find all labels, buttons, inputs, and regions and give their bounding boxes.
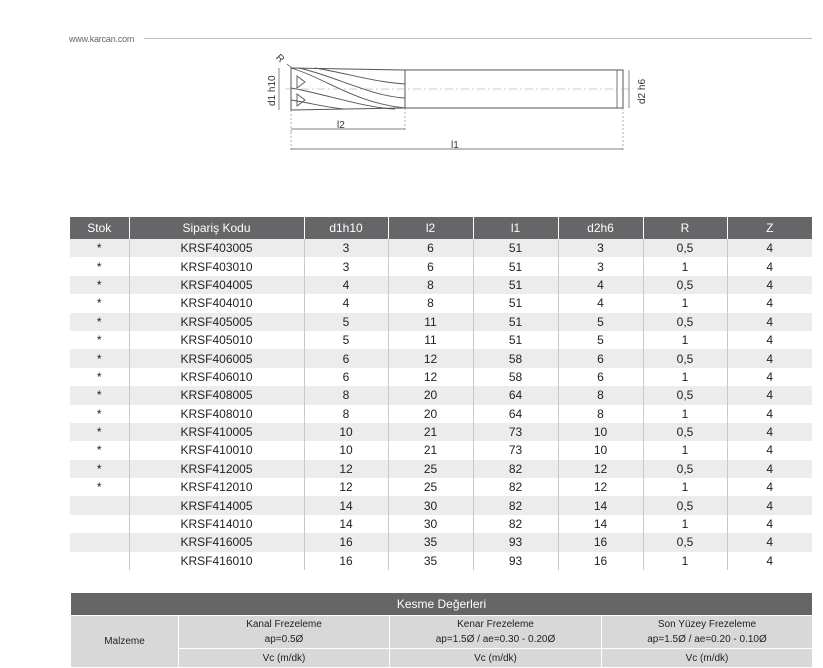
table-row <box>70 349 812 367</box>
order-code-cell: KRSF406005 <box>129 349 304 367</box>
flutes-cell: 4 <box>766 369 774 384</box>
l2-cell: 30 <box>388 496 473 514</box>
stock-cell: * <box>70 239 129 257</box>
d1-cell: 12 <box>304 460 388 478</box>
spec-table-body <box>70 239 812 570</box>
group-name: Kanal Frezeleme <box>246 619 322 630</box>
d1-cell: 8 <box>304 405 388 423</box>
table-row <box>70 276 812 294</box>
flutes-cell: 4 <box>727 276 812 294</box>
stock-cell <box>70 496 129 514</box>
d1-cell: 14 <box>304 496 388 514</box>
d2-cell: 10 <box>558 441 643 459</box>
order-code-cell: KRSF405005 <box>129 313 304 331</box>
d1-label: d1 h10 <box>267 75 278 106</box>
table-row <box>70 239 812 257</box>
table-row <box>70 533 812 551</box>
radius-cell: 0,5 <box>643 496 727 514</box>
l2-cell: 8 <box>388 294 473 312</box>
d2-cell: 12 <box>558 478 643 496</box>
l2-cell: 21 <box>388 441 473 459</box>
l1-cell: 58 <box>473 349 558 367</box>
radius-cell: 0,5 <box>643 386 727 404</box>
order-code-cell: KRSF408010 <box>129 405 304 423</box>
flutes-cell: 4 <box>727 423 812 441</box>
flutes-cell: 4 <box>766 259 774 274</box>
l2-cell: 20 <box>388 405 473 423</box>
order-code-cell: KRSF416005 <box>129 533 304 551</box>
radius-cell: 1 <box>643 368 727 386</box>
radius-cell: 1 <box>643 405 727 423</box>
d1-cell: 16 <box>304 533 388 551</box>
d1-cell: 5 <box>304 331 388 349</box>
d1-cell: 12 <box>304 478 388 496</box>
d1-cell: 4 <box>304 294 388 312</box>
l1-cell: 51 <box>473 294 558 312</box>
l2-label: l2 <box>337 120 345 131</box>
l2-cell: 25 <box>388 460 473 478</box>
radius-cell: 1 <box>643 257 727 275</box>
flutes-cell: 4 <box>727 496 812 514</box>
cutting-group-slot <box>179 616 390 649</box>
d2-cell: 16 <box>558 552 643 570</box>
d2-cell: 8 <box>558 405 643 423</box>
d1-cell: 8 <box>304 386 388 404</box>
d2-label: d2 h6 <box>637 78 648 104</box>
flutes-cell: 4 <box>766 296 774 311</box>
d2-cell: 5 <box>558 331 643 349</box>
table-row <box>70 405 812 423</box>
website-url[interactable]: www.karcan.com <box>69 34 135 44</box>
d2-cell: 12 <box>558 460 643 478</box>
flutes-cell: 4 <box>727 349 812 367</box>
stock-cell: * <box>70 276 129 294</box>
l1-cell: 51 <box>473 313 558 331</box>
d2-cell: 3 <box>558 257 643 275</box>
radius-cell: 1 <box>643 478 727 496</box>
radius-cell: 0,5 <box>643 460 727 478</box>
table-row <box>70 441 812 459</box>
l2-cell: 30 <box>388 515 473 533</box>
d2-cell: 10 <box>558 423 643 441</box>
flutes-cell: 4 <box>727 313 812 331</box>
d1-cell: 3 <box>304 239 388 257</box>
vc-unit: Vc (m/dk) <box>602 649 813 668</box>
col-header: Sipariş Kodu <box>129 217 304 239</box>
order-code-cell: KRSF410005 <box>129 423 304 441</box>
stock-cell: * <box>70 349 129 367</box>
l1-cell: 82 <box>473 515 558 533</box>
stock-cell: * <box>70 478 129 496</box>
d2-cell: 8 <box>558 386 643 404</box>
flutes-cell: 4 <box>766 517 774 532</box>
stock-cell <box>70 552 129 570</box>
cutting-values-table <box>70 592 813 668</box>
radius-cell: 0,5 <box>643 533 727 551</box>
radius-label: R <box>273 52 287 66</box>
vc-unit: Vc (m/dk) <box>179 649 390 668</box>
spec-table <box>70 217 812 570</box>
group-params: ap=1.5Ø / ae=0.30 - 0.20Ø <box>435 634 556 645</box>
l2-cell: 8 <box>388 276 473 294</box>
order-code-cell: KRSF403010 <box>129 257 304 275</box>
group-name: Son Yüzey Frezeleme <box>657 619 757 630</box>
d2-cell: 6 <box>558 349 643 367</box>
d2-cell: 4 <box>558 276 643 294</box>
flutes-cell: 4 <box>766 406 774 421</box>
flutes-cell: 4 <box>727 460 812 478</box>
order-code-cell: KRSF410010 <box>129 441 304 459</box>
table-row <box>70 552 812 570</box>
col-header: Z <box>727 217 812 239</box>
d1-cell: 3 <box>304 257 388 275</box>
order-code-cell: KRSF406010 <box>129 368 304 386</box>
l1-cell: 82 <box>473 496 558 514</box>
l1-cell: 73 <box>473 423 558 441</box>
stock-cell: * <box>70 368 129 386</box>
d1-cell: 14 <box>304 515 388 533</box>
table-row <box>70 331 812 349</box>
d2-cell: 16 <box>558 533 643 551</box>
table-row <box>70 368 812 386</box>
flutes-cell: 4 <box>766 333 774 348</box>
stock-cell: * <box>70 460 129 478</box>
d1-cell: 6 <box>304 368 388 386</box>
order-code-cell: KRSF405010 <box>129 331 304 349</box>
stock-cell <box>70 515 129 533</box>
order-code-cell: KRSF414010 <box>129 515 304 533</box>
order-code-cell: KRSF412005 <box>129 460 304 478</box>
l1-cell: 51 <box>473 331 558 349</box>
d2-cell: 14 <box>558 515 643 533</box>
spec-header-row <box>70 217 812 239</box>
order-code-cell: KRSF412010 <box>129 478 304 496</box>
cutting-group-finish <box>602 616 813 649</box>
flutes-cell: 4 <box>766 443 774 458</box>
group-params: ap=0.5Ø <box>264 634 304 645</box>
l2-cell: 12 <box>388 368 473 386</box>
l2-cell: 12 <box>388 349 473 367</box>
d2-cell: 14 <box>558 496 643 514</box>
flutes-cell: 4 <box>727 386 812 404</box>
d1-cell: 6 <box>304 349 388 367</box>
order-code-cell: KRSF416010 <box>129 552 304 570</box>
order-code-cell: KRSF403005 <box>129 239 304 257</box>
stock-cell: * <box>70 331 129 349</box>
stock-cell: * <box>70 313 129 331</box>
l2-cell: 25 <box>388 478 473 496</box>
l2-cell: 35 <box>388 552 473 570</box>
col-header: d2h6 <box>558 217 643 239</box>
l1-cell: 51 <box>473 239 558 257</box>
col-header: d1h10 <box>304 217 388 239</box>
radius-cell: 0,5 <box>643 313 727 331</box>
l2-cell: 35 <box>388 533 473 551</box>
vc-unit: Vc (m/dk) <box>390 649 602 668</box>
l2-cell: 20 <box>388 386 473 404</box>
l1-cell: 51 <box>473 276 558 294</box>
radius-cell: 1 <box>643 294 727 312</box>
end-mill-drawing <box>255 48 665 158</box>
l2-cell: 6 <box>388 257 473 275</box>
l1-cell: 64 <box>473 386 558 404</box>
stock-cell: * <box>70 405 129 423</box>
d2-cell: 4 <box>558 294 643 312</box>
d2-cell: 3 <box>558 239 643 257</box>
d1-cell: 5 <box>304 313 388 331</box>
cutting-title: Kesme Değerleri <box>71 593 813 616</box>
table-row <box>70 496 812 514</box>
radius-cell: 1 <box>643 515 727 533</box>
col-header: l1 <box>473 217 558 239</box>
stock-cell: * <box>70 257 129 275</box>
radius-cell: 1 <box>643 331 727 349</box>
stock-cell: * <box>70 386 129 404</box>
l1-cell: 93 <box>473 533 558 551</box>
l1-label: l1 <box>451 140 459 151</box>
radius-cell: 0,5 <box>643 423 727 441</box>
col-header: l2 <box>388 217 473 239</box>
table-row <box>70 423 812 441</box>
d1-cell: 16 <box>304 552 388 570</box>
group-params: ap=1.5Ø / ae=0.20 - 0.10Ø <box>647 634 767 645</box>
col-header: R <box>643 217 727 239</box>
l1-cell: 93 <box>473 552 558 570</box>
d1-cell: 10 <box>304 423 388 441</box>
col-header: Stok <box>70 217 129 239</box>
table-row <box>70 460 812 478</box>
order-code-cell: KRSF404005 <box>129 276 304 294</box>
table-row <box>70 257 812 275</box>
l1-cell: 82 <box>473 478 558 496</box>
stock-cell: * <box>70 423 129 441</box>
d2-cell: 5 <box>558 313 643 331</box>
material-label: Malzeme <box>71 616 179 668</box>
d1-cell: 4 <box>304 276 388 294</box>
d1-cell: 10 <box>304 441 388 459</box>
table-row <box>70 478 812 496</box>
table-row <box>70 386 812 404</box>
l1-cell: 51 <box>473 257 558 275</box>
table-row <box>70 294 812 312</box>
stock-cell: * <box>70 441 129 459</box>
flutes-cell: 4 <box>727 239 812 257</box>
l1-cell: 58 <box>473 368 558 386</box>
radius-cell: 0,5 <box>643 349 727 367</box>
l2-cell: 6 <box>388 239 473 257</box>
order-code-cell: KRSF404010 <box>129 294 304 312</box>
l2-cell: 11 <box>388 331 473 349</box>
table-row <box>70 313 812 331</box>
cutting-group-side <box>390 616 602 649</box>
radius-cell: 1 <box>643 441 727 459</box>
group-name: Kenar Frezeleme <box>457 619 534 630</box>
d2-cell: 6 <box>558 368 643 386</box>
radius-cell: 0,5 <box>643 239 727 257</box>
radius-cell: 0,5 <box>643 276 727 294</box>
header-divider <box>144 38 812 39</box>
l2-cell: 11 <box>388 313 473 331</box>
table-row <box>70 515 812 533</box>
l1-cell: 73 <box>473 441 558 459</box>
l1-cell: 82 <box>473 460 558 478</box>
order-code-cell: KRSF414005 <box>129 496 304 514</box>
radius-cell: 1 <box>643 552 727 570</box>
flutes-cell: 4 <box>727 533 812 551</box>
l1-cell: 64 <box>473 405 558 423</box>
order-code-cell: KRSF408005 <box>129 386 304 404</box>
flutes-cell: 4 <box>766 480 774 495</box>
stock-cell <box>70 533 129 551</box>
flutes-cell: 4 <box>766 553 774 568</box>
stock-cell: * <box>70 294 129 312</box>
l2-cell: 21 <box>388 423 473 441</box>
